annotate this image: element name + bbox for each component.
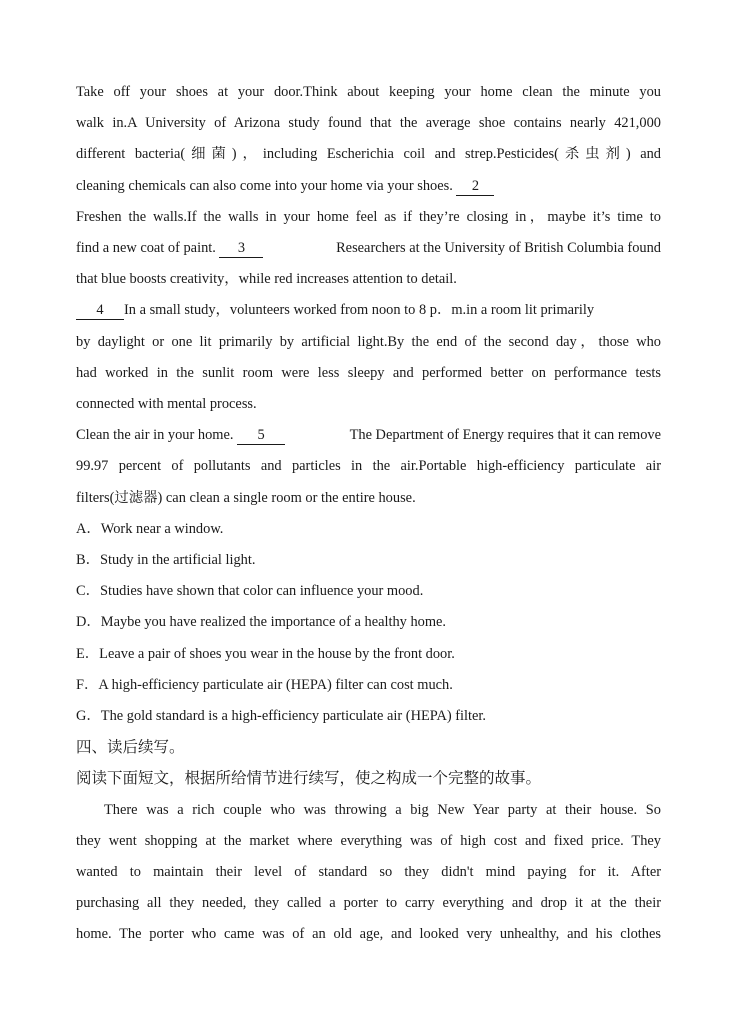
answer-blank-5: 5 bbox=[237, 427, 285, 445]
answer-blank-3: 3 bbox=[219, 240, 263, 258]
passage-line bbox=[76, 425, 661, 445]
option-f: F．A high-efficiency particulate air (HEPA) filter can cost much. bbox=[76, 677, 453, 693]
passage-text: In a small study，volunteers worked from noon to 8 p．m.in a room lit primarily bbox=[124, 302, 595, 318]
passage-text bbox=[76, 238, 263, 258]
option-a: A．Work near a window. bbox=[76, 521, 224, 537]
passage-text bbox=[76, 425, 285, 445]
option-c: C．Studies have shown that color can influence your mood. bbox=[76, 583, 424, 599]
passage-line: that blue boosts creativity，while red increases attention to detail. bbox=[76, 271, 457, 287]
story-line: purchasing all they needed, they called a porter to carry everything and drop it at the their bbox=[76, 895, 661, 911]
passage-line: had worked in the sunlit room were less sleepy and performed better on performance tests bbox=[76, 365, 661, 381]
section-heading: 四、读后续写。 bbox=[76, 738, 185, 756]
answer-blank-4: 4 bbox=[76, 302, 124, 320]
passage-text: Researchers at the University of British Columbia found bbox=[336, 240, 661, 256]
option-g: G．The gold standard is a high-efficiency particulate air (HEPA) filter. bbox=[76, 708, 487, 724]
story-line: home. The porter who came was of an old age, and looked very unhealthy, and his clothes bbox=[76, 926, 661, 942]
passage-line bbox=[76, 176, 661, 196]
passage-line bbox=[76, 238, 661, 258]
story-line: wanted to maintain their level of standard so they didn't mind paying for it. After bbox=[76, 864, 661, 880]
passage-line: by daylight or one lit primarily by artificial light.By the end of the second day，those who bbox=[76, 334, 661, 350]
story-line: There was a rich couple who was throwing a big New Year party at their house. So bbox=[104, 802, 661, 818]
passage-line: Take off your shoes at your door.Think about keeping your home clean the minute you bbox=[76, 84, 661, 100]
passage-line: connected with mental process. bbox=[76, 396, 257, 412]
passage-line: 99.97 percent of pollutants and particles in the air.Portable high-efficiency particulate air bbox=[76, 458, 661, 474]
story-line: they went shopping at the market where everything was of high cost and fixed price. They bbox=[76, 833, 661, 849]
passage-line bbox=[76, 300, 661, 320]
passage-text-part: Clean the air in your home. bbox=[76, 427, 234, 443]
passage-line: Freshen the walls.If the walls in your home feel as if they’re closing in，maybe it’s time to bbox=[76, 209, 661, 225]
answer-blank-2: 2 bbox=[456, 178, 494, 196]
passage-text-part: find a new coat of paint. bbox=[76, 240, 216, 256]
passage-line: different bacteria(细菌)，including Escherichia coil and strep.Pesticides(杀虫剂) and bbox=[76, 146, 661, 162]
option-d: D．Maybe you have realized the importance of a healthy home. bbox=[76, 614, 447, 630]
passage-line: walk in.A University of Arizona study found that the average shoe contains nearly 421,000 bbox=[76, 115, 661, 131]
passage-text: The Department of Energy requires that it can remove bbox=[349, 427, 661, 443]
option-e: E．Leave a pair of shoes you wear in the house by the front door. bbox=[76, 646, 455, 662]
passage-text: cleaning chemicals can also come into your home via your shoes. bbox=[76, 178, 453, 194]
section-instruction: 阅读下面短文，根据所给情节进行续写，使之构成一个完整的故事。 bbox=[76, 769, 542, 787]
passage-line: filters(过滤器) can clean a single room or the entire house. bbox=[76, 490, 416, 506]
option-b: B．Study in the artificial light. bbox=[76, 552, 256, 568]
